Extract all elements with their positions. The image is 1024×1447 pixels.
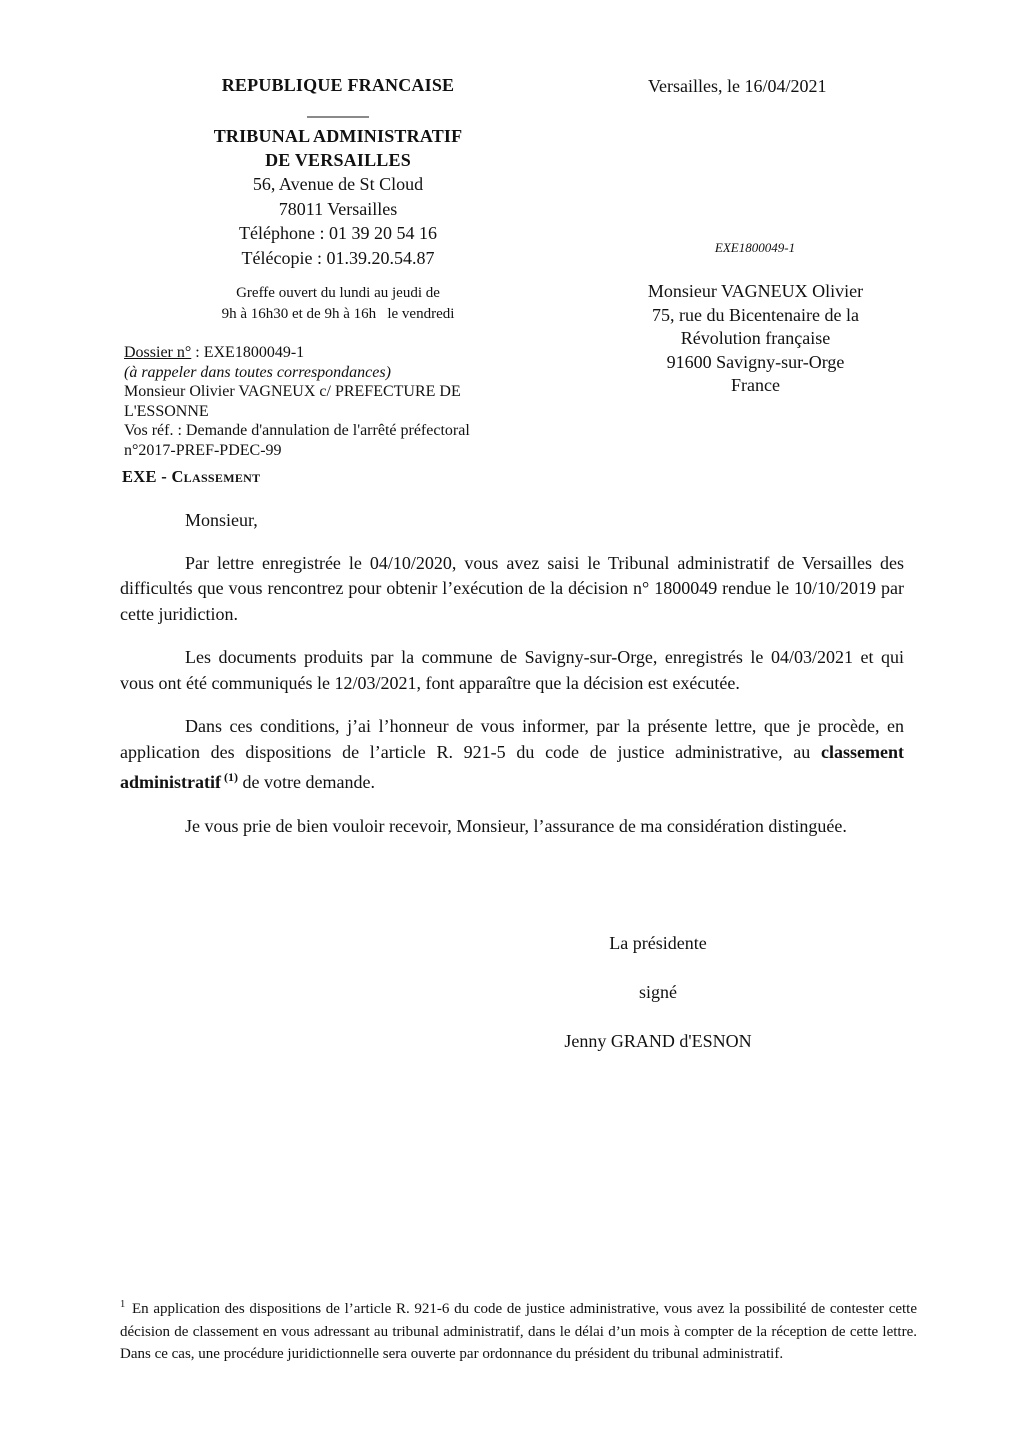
letter-body bbox=[120, 508, 904, 857]
footnote bbox=[120, 1294, 917, 1366]
recipient-country: France bbox=[731, 375, 780, 395]
court-city: 78011 Versailles bbox=[278, 198, 398, 219]
classement-administratif-bold: classement administratif bbox=[120, 741, 904, 792]
paragraph-3-text-end: de votre demande. bbox=[238, 772, 375, 792]
signature-name: Jenny GRAND d'ESNON bbox=[564, 1031, 752, 1051]
court-phone: Téléphone : 01 39 20 54 16 bbox=[239, 223, 437, 243]
dossier-number: : EXE1800049-1 bbox=[191, 344, 305, 361]
court-fax: Télécopie : 01.39.20.54.87 bbox=[241, 247, 435, 268]
recipient-name: Monsieur VAGNEUX Olivier bbox=[647, 281, 864, 301]
footnote-reference-marker: (1) bbox=[224, 770, 238, 784]
dossier-note: (à rappeler dans toutes correspondances) bbox=[124, 363, 391, 381]
footnote-text: En application des dispositions de l’article R. 921-6 du code de justice administrative, vous avez la possibilité de contester cette décision de classement en vous adressant au tribunal administratif, dans le délai d’un mois à compter de la réception de cette lettre. Dans ce cas, une procédure juridictionnelle sera ouverte par ordonnance du président du tribunal administratif. bbox=[120, 1301, 917, 1362]
greffe-hours bbox=[118, 283, 558, 325]
signature-title: La présidente bbox=[609, 933, 707, 953]
paragraph-3 bbox=[120, 714, 904, 796]
dossier-block bbox=[124, 343, 554, 460]
sender-header bbox=[118, 74, 558, 270]
dossier-parties-line2: L'ESSONNE bbox=[124, 402, 209, 420]
court-name-line1: TRIBUNAL ADMINISTRATIF bbox=[213, 126, 463, 146]
footnote-marker: 1 bbox=[120, 1299, 126, 1310]
recipient-address bbox=[628, 280, 883, 398]
recipient-city: 91600 Savigny-sur-Orge bbox=[666, 351, 845, 372]
paragraph-2: Les documents produits par la commune de Savigny-sur-Orge, enregistrés le 04/03/2021 et qui vous ont été communiqués le 12/03/2021, font apparaître que la décision est exécutée. bbox=[120, 647, 904, 693]
dossier-your-ref-line1: Vos réf. : Demande d'annulation de l'arrêté préfectoral bbox=[124, 422, 470, 439]
salutation: Monsieur, bbox=[185, 510, 258, 530]
signature-signed: signé bbox=[639, 982, 677, 1002]
letter-date: Versailles, le 16/04/2021 bbox=[648, 76, 827, 96]
court-street: 56, Avenue de St Cloud bbox=[252, 174, 424, 194]
recipient-street-line1: 75, rue du Bicentenaire de la bbox=[652, 304, 859, 325]
paragraph-3-text-start: Dans ces conditions, j’ai l’honneur de vous informer, par la présente lettre, que je procède, en application des dispositions de l’article R. 921-5 du code de justice administrative, au bbox=[120, 716, 904, 762]
subject-line: EXE - Classement bbox=[122, 467, 261, 486]
recipient-street-line2: Révolution française bbox=[680, 328, 831, 348]
greffe-hours-line1: Greffe ouvert du lundi au jeudi de bbox=[236, 285, 440, 301]
dossier-parties-line1: Monsieur Olivier VAGNEUX c/ PREFECTURE DE bbox=[124, 383, 461, 400]
paragraph-4: Je vous prie de bien vouloir recevoir, Monsieur, l’assurance de ma considération distinguée. bbox=[185, 815, 847, 836]
republic-title: REPUBLIQUE FRANCAISE bbox=[221, 75, 455, 95]
header-divider bbox=[307, 116, 369, 118]
case-reference: EXE1800049-1 bbox=[714, 240, 796, 255]
dossier-label: Dossier n° bbox=[124, 344, 192, 361]
paragraph-1: Par lettre enregistrée le 04/10/2020, vous avez saisi le Tribunal administratif de Versailles des difficultés que vous rencontrez pour obtenir l’exécution de la décision n° 1800049 rendue le 10/10/2019 par cette juridiction. bbox=[120, 552, 904, 624]
greffe-hours-line2: 9h à 16h30 et de 9h à 16h le vendredi bbox=[221, 306, 455, 322]
court-name-line2: DE VERSAILLES bbox=[265, 150, 411, 170]
dossier-number-line bbox=[124, 343, 554, 363]
dossier-your-ref-line2: n°2017-PREF-PDEC-99 bbox=[124, 441, 282, 459]
signature-block bbox=[458, 930, 858, 1077]
